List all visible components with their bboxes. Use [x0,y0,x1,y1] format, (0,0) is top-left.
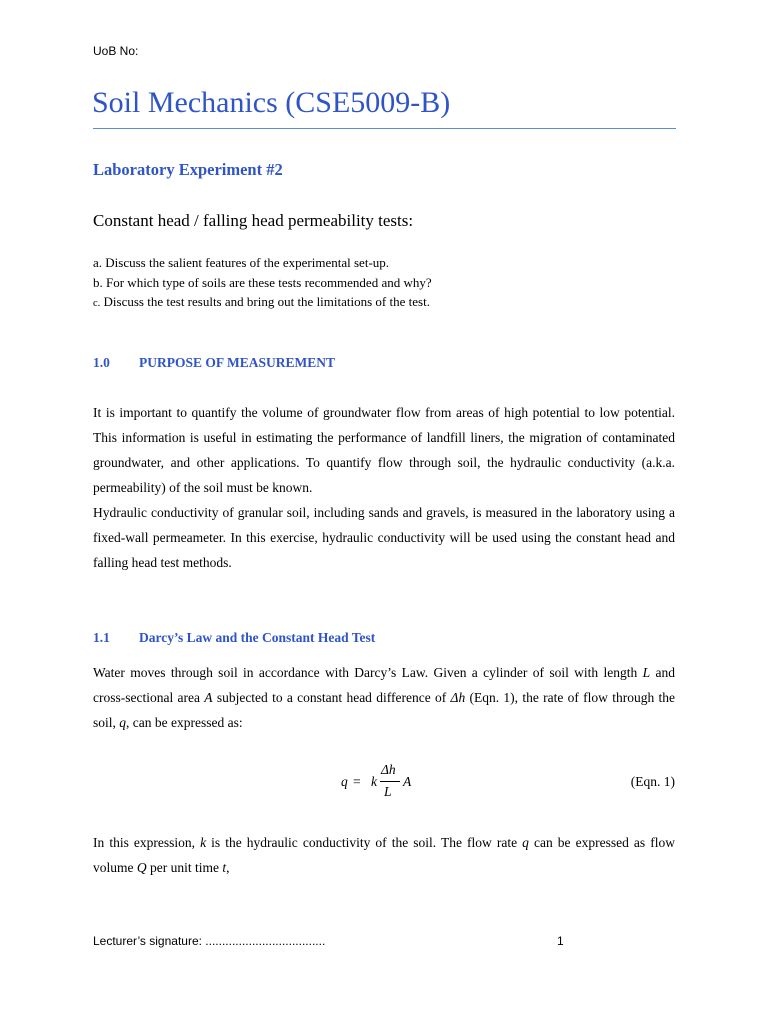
fraction-denominator: L [384,784,392,799]
question-list [93,253,432,314]
section-heading-1-0 [93,355,335,371]
uob-number-label: UoB No: [93,44,139,58]
title-underline [93,128,676,129]
section-number: 1.1 [93,630,110,645]
question-item: b. For which type of soils are these tests recommended and why? [93,274,432,290]
hydraulic-conductivity-paragraph: In this expression, k is the hydraulic conductivity of the soil. The flow rate q can be expressed as flow volume Q per unit time t, [93,835,675,875]
fraction-numerator: Δh [381,762,396,777]
section-number: 1.0 [93,355,110,370]
document-title: Soil Mechanics (CSE5009-B) [92,86,451,119]
lab-experiment-heading: Laboratory Experiment #2 [93,160,283,179]
section-title: Darcy’s Law and the Constant Head Test [139,630,376,645]
paragraph-line: Hydraulic conductivity of granular soil, including sands and gravels, is measured in the laboratory using a fixed-wall permeameter. In this exercise, hydraulic conductivity will be used using the constant head and falling head test methods. [93,505,675,570]
equation-label: (Eqn. 1) [630,774,675,789]
section-title: PURPOSE OF MEASUREMENT [139,355,336,370]
tests-heading: Constant head / falling head permeability tests: [93,211,414,230]
section-heading-1-1 [93,630,375,646]
darcy-law-paragraph: Water moves through soil in accordance with Darcy’s Law. Given a cylinder of soil with length L and cross-sectional area A subjected to a constant head difference of Δh (Eqn. 1), the rate of flow through the soil, q, can be expressed as: [93,665,675,730]
lecturer-signature-field: Lecturer’s signature: .................................... [93,934,326,948]
page-number: 1 [557,934,564,948]
fraction-bar [380,781,400,782]
paragraph-line: It is important to quantify the volume of groundwater flow from areas of high potential to low potential. This information is useful in estimating the performance of landfill liners, the migration of contaminated groundwater, and other applications. To quantify flow through soil, the hydraulic conductivity (a.k.a. permeability) of the soil must be known. [93,405,675,495]
question-item: c. Discuss the test results and bring out the limitations of the test. [93,294,430,309]
equation-1: q = k Δh L A (Eqn. 1) [341,762,675,799]
question-item: a. Discuss the salient features of the experimental set-up. [93,255,390,270]
purpose-paragraph [93,400,675,575]
